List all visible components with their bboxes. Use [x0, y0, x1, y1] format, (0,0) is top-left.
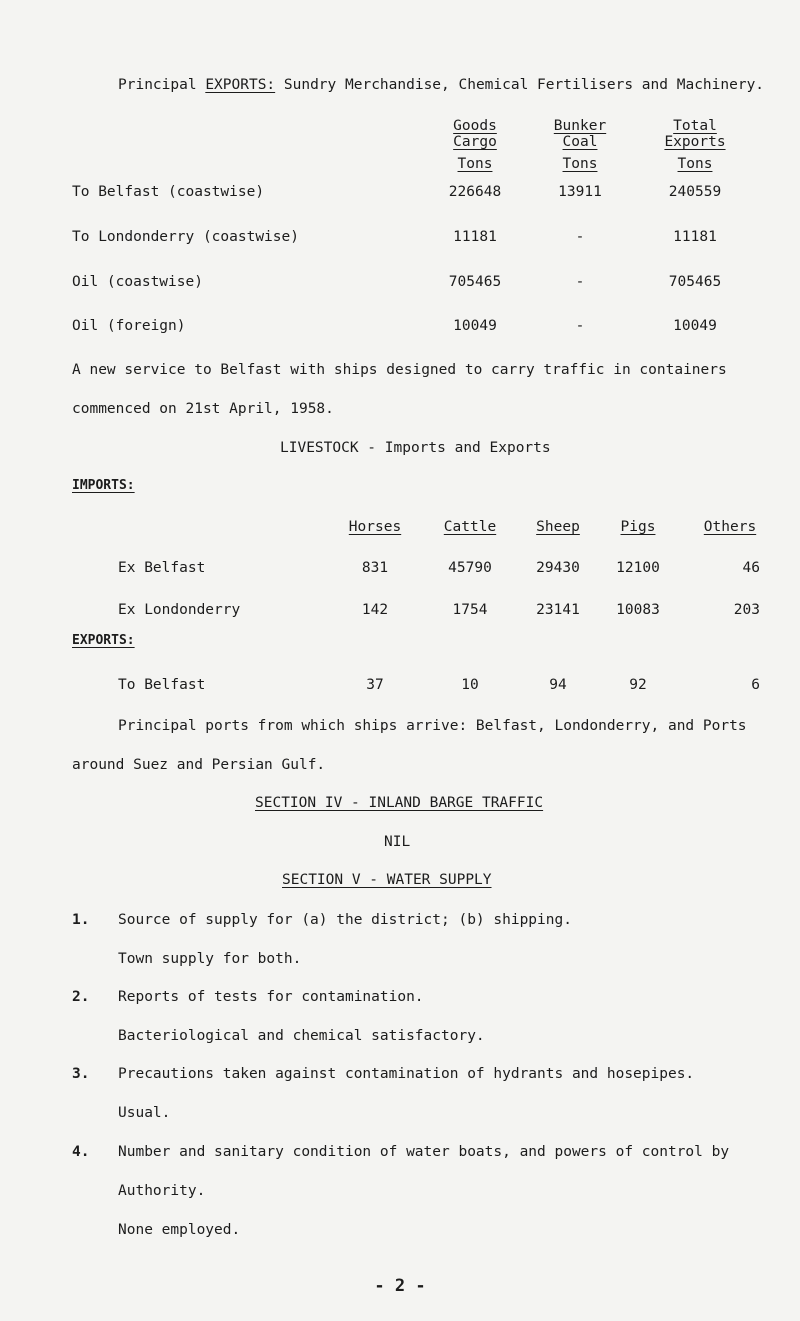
cell-pigs: 10083	[616, 602, 660, 618]
container-note-line1: A new service to Belfast with ships designed to carry traffic in containers	[72, 362, 727, 378]
exports-heading-label: EXPORTS:	[205, 77, 276, 93]
row-label: Ex Londonderry	[118, 602, 241, 618]
livestock-col-cattle: Cattle	[443, 519, 497, 535]
cell-pigs: 12100	[616, 560, 660, 576]
livestock-col-others: Others	[703, 519, 757, 535]
cell-others: 6	[751, 677, 760, 693]
ports-note-line1: Principal ports from which ships arrive: Belfast, Londonderry, and Ports	[118, 718, 747, 734]
item-question: Reports of tests for contamination.	[118, 989, 424, 1005]
item-question: Precautions taken against contamination of hydrants and hosepipes.	[118, 1066, 695, 1082]
cell-others: 46	[742, 560, 760, 576]
cell-goods-cargo: 226648	[448, 184, 502, 200]
cell-total-exports: 705465	[668, 274, 722, 290]
col-header-unit: Tons	[457, 156, 493, 172]
section-iv-body: NIL	[384, 834, 411, 850]
cell-total-exports: 10049	[673, 318, 717, 334]
imports-label: IMPORTS:	[72, 478, 135, 493]
item-question-cont: Authority.	[118, 1183, 206, 1199]
cell-sheep: 94	[549, 677, 567, 693]
item-number: 4.	[72, 1144, 90, 1160]
item-number: 3.	[72, 1066, 90, 1082]
cell-cattle: 10	[461, 677, 479, 693]
cell-bunker-coal: -	[575, 274, 585, 290]
item-answer: Bacteriological and chemical satisfactory.	[118, 1028, 485, 1044]
item-answer: Town supply for both.	[118, 951, 302, 967]
row-label: Ex Belfast	[118, 560, 206, 576]
col-header-line2: Coal	[562, 134, 598, 150]
col-header-line1: Bunker	[553, 118, 607, 134]
exports-heading-lead: Principal	[118, 77, 206, 93]
cell-sheep: 29430	[536, 560, 580, 576]
row-label: Oil (coastwise)	[72, 274, 203, 290]
item-question: Number and sanitary condition of water boats, and powers of control by	[118, 1144, 730, 1160]
cell-others: 203	[733, 602, 760, 618]
col-header-total-exports	[650, 118, 740, 172]
cell-goods-cargo: 11181	[453, 229, 497, 245]
cell-horses: 142	[361, 602, 389, 618]
livestock-col-pigs: Pigs	[620, 519, 656, 535]
col-header-unit: Tons	[677, 156, 713, 172]
cell-goods-cargo: 705465	[448, 274, 502, 290]
cell-horses: 831	[361, 560, 389, 576]
cell-pigs: 92	[629, 677, 647, 693]
item-question: Source of supply for (a) the district; (b) shipping.	[118, 912, 572, 928]
section-v-title: SECTION V - WATER SUPPLY	[282, 872, 492, 888]
ports-note-line2: around Suez and Persian Gulf.	[72, 757, 326, 773]
cell-cattle: 1754	[452, 602, 488, 618]
exports-heading	[118, 77, 764, 93]
container-note-line2: commenced on 21st April, 1958.	[72, 401, 334, 417]
cell-bunker-coal: -	[575, 318, 585, 334]
livestock-col-sheep: Sheep	[536, 519, 580, 535]
item-number: 2.	[72, 989, 90, 1005]
row-label: Oil (foreign)	[72, 318, 186, 334]
cell-goods-cargo: 10049	[453, 318, 497, 334]
cell-total-exports: 11181	[673, 229, 717, 245]
cell-bunker-coal: -	[575, 229, 585, 245]
col-header-goods-cargo	[430, 118, 520, 172]
row-label: To Belfast	[118, 677, 206, 693]
row-label: To Londonderry (coastwise)	[72, 229, 299, 245]
col-header-line2: Exports	[664, 134, 726, 150]
item-answer: None employed.	[118, 1222, 241, 1238]
item-number: 1.	[72, 912, 90, 928]
section-iv-title: SECTION IV - INLAND BARGE TRAFFIC	[255, 795, 544, 811]
col-header-bunker-coal	[540, 118, 620, 172]
livestock-title: LIVESTOCK - Imports and Exports	[280, 440, 551, 456]
cell-cattle: 45790	[448, 560, 492, 576]
col-header-line1: Total	[673, 118, 717, 134]
cell-sheep: 23141	[536, 602, 580, 618]
row-label: To Belfast (coastwise)	[72, 184, 265, 200]
exports-label: EXPORTS:	[72, 633, 135, 648]
cell-horses: 37	[366, 677, 384, 693]
col-header-line1: Goods	[453, 118, 497, 134]
page-number: - 2 -	[374, 1276, 426, 1296]
col-header-line2: Cargo	[453, 134, 497, 150]
exports-heading-text: Sundry Merchandise, Chemical Fertilisers and Machinery.	[283, 77, 765, 93]
cell-total-exports: 240559	[668, 184, 722, 200]
cell-bunker-coal: 13911	[558, 184, 602, 200]
livestock-col-horses: Horses	[348, 519, 402, 535]
col-header-unit: Tons	[562, 156, 598, 172]
item-answer: Usual.	[118, 1105, 171, 1121]
